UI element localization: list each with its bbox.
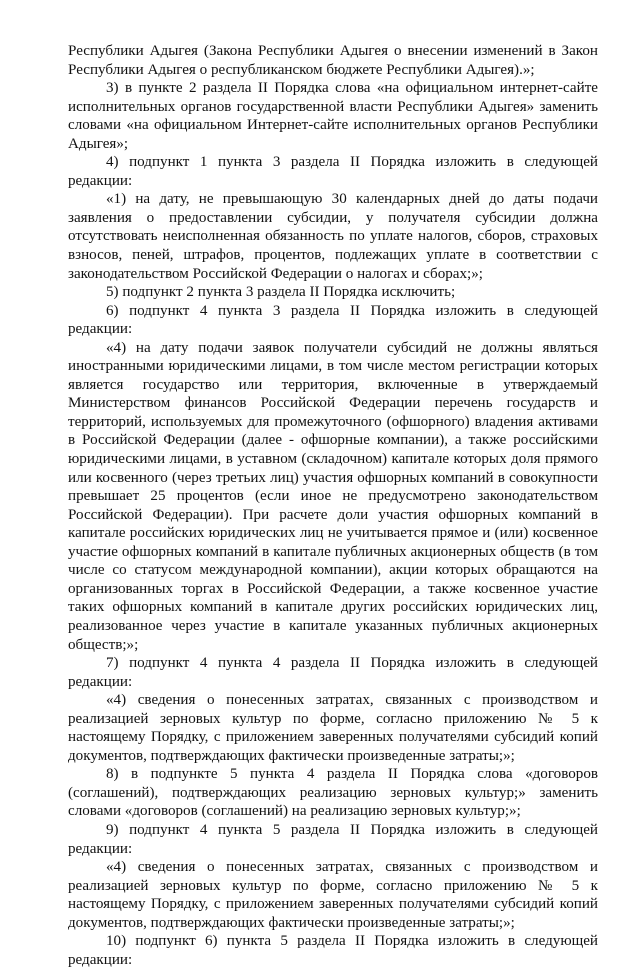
paragraph-quote-1: «1) на дату, не превышающую 30 календарных дней до даты подачи заявления о предоставлении субсидии, у получателя субсидии должна отсутствовать неисполненная обязанность по уплате налогов, сборов, страховых взносов, пеней, штрафов, процентов, подлежащих уплате в соответствии с законодательством Российской Федерации о налогах и сборах;»; xyxy=(68,191,598,282)
paragraph-item-5: 5) подпункт 2 пункта 3 раздела II Порядка исключить; xyxy=(106,284,456,301)
paragraph-item-10: 10) подпункт 6) пункта 5 раздела II Порядка изложить в следующей редакции: xyxy=(68,933,598,968)
paragraph-item-3: 3) в пункте 2 раздела II Порядка слова «на официальном интернет-сайте исполнительных органов государственной власти Республики Адыгея» заменить словами «на официальном Интернет-сайте исполнительных органов Республики Адыгея»; xyxy=(68,80,598,152)
paragraph-quote-4-costs-2: «4) сведения о понесенных затратах, связанных с производством и реализацией зерновых культур по форме, согласно приложению № 5 к настоящему Порядку, с приложением заверенных получателями субсидий копий документов, подтверждающих фактически произведенные затраты;»; xyxy=(68,859,598,931)
paragraph-quote-4-costs: «4) сведения о понесенных затратах, связанных с производством и реализацией зерновых культур по форме, согласно приложению № 5 к настоящему Порядку, с приложением заверенных получателями субсидий копий документов, подтверждающих фактически произведенные затраты;»; xyxy=(68,692,598,764)
document-page xyxy=(68,42,598,969)
paragraph-quote-4-offshore: «4) на дату подачи заявок получатели субсидий не должны являться иностранными юридическими лицами, в том числе местом регистрации которых является государство или территория, включенные в утверждаемый Министерством финансов Российской Федерации перечень государств и территорий, используемых для промежуточного (офшорного) владения активами в Российской Федерации (далее - офшорные компании), а также российскими юридическими лицами, в уставном (складочном) капитале которых доля прямого или косвенного (через третьих лиц) участия офшорных компаний в совокупности превышает 25 процентов (если иное не предусмотрено законодательством Российской Федерации). При расчете доли участия офшорных компаний в капитале российских юридических лиц не учитывается прямое и (или) косвенное участие офшорных компаний в капитале публичных акционерных обществ (в том числе со статусом международной компании), акции которых обращаются на организованных торгах в Российской Федерации, а также косвенное участие таких офшорных компаний в капитале других российских юридических лиц, реализованное через участие в капитале указанных публичных акционерных обществ;»; xyxy=(68,339,598,653)
paragraph-item-8: 8) в подпункте 5 пункта 4 раздела II Порядка слова «договоров (соглашений), подтверждающих реализацию зерновых культур;» заменить словами «договоров (соглашений) на реализацию зерновых культур;»; xyxy=(68,766,598,820)
paragraph-item-7: 7) подпункт 4 пункта 4 раздела II Порядка изложить в следующей редакции: xyxy=(68,655,598,690)
paragraph-continuation: Республики Адыгея (Закона Республики Адыгея о внесении изменений в Закон Республики Адыгея о республиканском бюджете Республики Адыгея).»; xyxy=(68,43,598,78)
paragraph-item-6: 6) подпункт 4 пункта 3 раздела II Порядка изложить в следующей редакции: xyxy=(68,302,598,338)
paragraph-item-9: 9) подпункт 4 пункта 5 раздела II Порядка изложить в следующей редакции: xyxy=(68,821,598,857)
paragraph-item-4: 4) подпункт 1 пункта 3 раздела II Порядка изложить в следующей редакции: xyxy=(68,154,598,189)
